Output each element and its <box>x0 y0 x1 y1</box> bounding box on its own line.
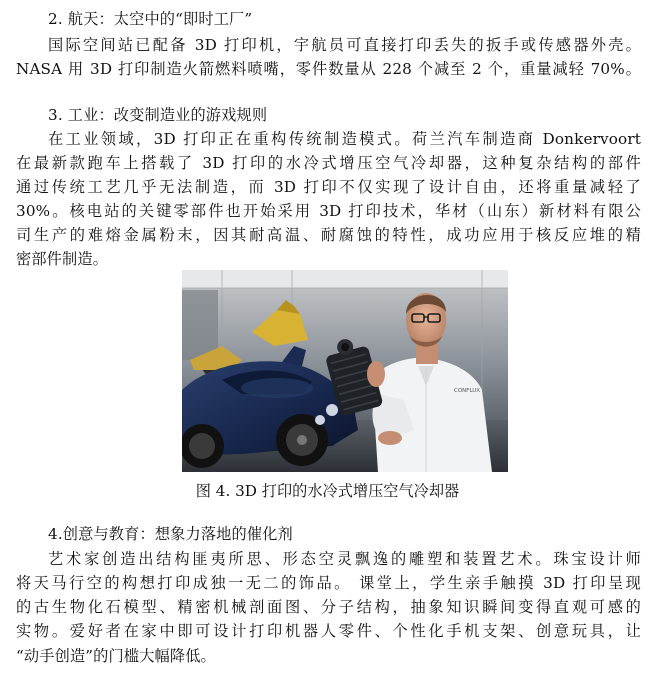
paragraph-line: 艺术家创造出结构匪夷所思、形态空灵飘逸的雕塑和装置艺术。珠宝设计师 <box>48 550 641 568</box>
shirt-logo: CONFLUX <box>454 388 481 394</box>
section-heading-industry: 3. 工业：改变制造业的游戏规则 <box>48 106 268 124</box>
paragraph-line: 司生产的难熔金属粉末，因其耐高温、耐腐蚀的特性，成功应用于核反应堆的精 <box>16 226 641 244</box>
figure-photo <box>182 270 508 472</box>
photo-illustration <box>182 270 508 472</box>
paragraph-line: NASA 用 3D 打印制造火箭燃料喷嘴，零件数量从 228 个减至 2 个，重量减轻 70%。 <box>16 60 641 78</box>
paragraph-line: 国际空间站已配备 3D 打印机，宇航员可直接打印丢失的扳手或传感器外壳。 <box>48 36 641 54</box>
paragraph-line: 将天马行空的构想打印成独一无二的饰品。 课堂上，学生亲手触摸 3D 打印呈现 <box>16 574 641 592</box>
paragraph-line: 在最新款跑车上搭载了 3D 打印的水冷式增压空气冷却器，这种复杂结构的部件 <box>16 154 641 172</box>
paragraph-line: 密部件制造。 <box>16 250 109 268</box>
paragraph-line: 通过传统工艺几乎无法制造，而 3D 打印不仅实现了设计自由，还将重量减轻了 <box>16 178 641 196</box>
figure-caption: 图 4. 3D 打印的水冷式增压空气冷却器 <box>195 482 460 500</box>
paragraph-line: 在工业领域，3D 打印正在重构传统制造模式。荷兰汽车制造商 Donkervoort <box>48 130 641 148</box>
paragraph-line: 30%。核电站的关键零部件也开始采用 3D 打印技术，华材（山东）新材料有限公 <box>16 202 641 220</box>
paragraph-line: “动手创造”的门槛大幅降低。 <box>16 647 216 665</box>
section-heading-aerospace: 2. 航天：太空中的“即时工厂” <box>48 10 253 28</box>
paragraph-line: 实物。爱好者在家中即可设计打印机器人零件、个性化手机支架、创意玩具，让 <box>16 622 641 640</box>
paragraph-line: 的古生物化石模型、精密机械剖面图、分子结构，抽象知识瞬间变得直观可感的 <box>16 598 641 616</box>
section-heading-creative: 4.创意与教育：想象力落地的催化剂 <box>48 525 293 543</box>
